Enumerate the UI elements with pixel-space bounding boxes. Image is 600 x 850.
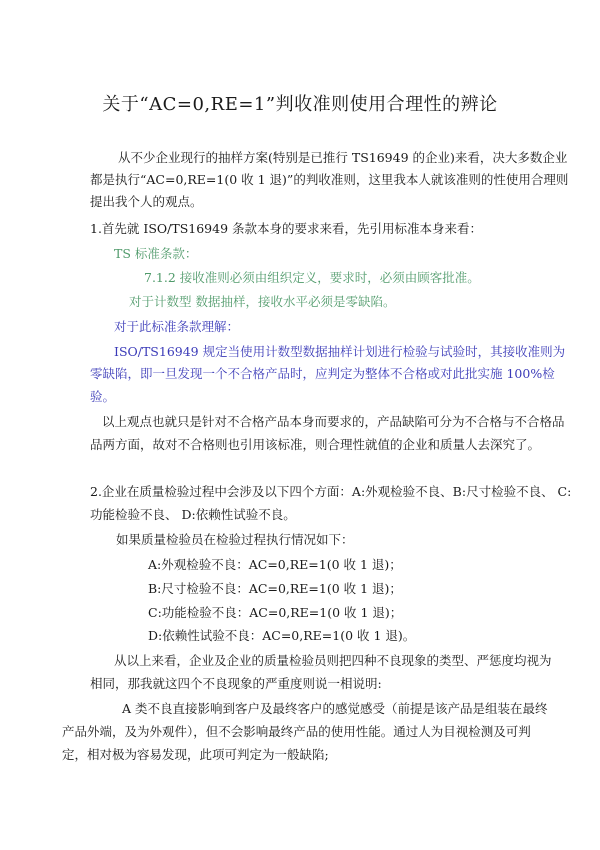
paragraph-line: A 类不良直接影响到客户及最终客户的感觉感受（前提是该产品是组装在最终 (122, 701, 548, 716)
list-item: C:功能检验不良：AC=0,RE=1(0 收 1 退)； (148, 605, 403, 620)
standard-clause-line: 对于计数型 数据抽样，接收水平必须是零缺陷。 (129, 294, 396, 309)
paragraph-line: 2.企业在质量检验过程中会涉及以下四个方面：A:外观检验不良、B:尺寸检验不良、 C: (90, 484, 572, 499)
paragraph-line: 都是执行“AC=0,RE=1(0 收 1 退)”的判收准则，这里我本人就该准则的性使用合理则 (90, 172, 569, 187)
paragraph-line: 品两方面，故对不合格则也引用该标准，则合理性就值的企业和质量人去深究了。 (90, 437, 541, 452)
clause-interpretation-line: ISO/TS16949 规定当使用计数型数据抽样计划进行检验与试验时，其接收准则为 (114, 344, 566, 359)
standard-clause-line: 7.1.2 接收准则必须由组织定义，要求时，必须由顾客批准。 (144, 270, 480, 285)
clause-interpretation-heading: 对于此标准条款理解： (114, 319, 240, 334)
list-item: B:尺寸检验不良：AC=0,RE=1(0 收 1 退)； (148, 581, 402, 596)
paragraph-line: 功能检验不良、 D:依赖性试验不良。 (90, 507, 296, 522)
paragraph-line: 以上观点也就只是针对不合格产品本身而要求的，产品缺陷可分为不合格与不合格品 (102, 414, 565, 429)
paragraph-line: 如果质量检验员在检验过程执行情况如下： (116, 532, 354, 547)
paragraph-line: 从不少企业现行的抽样方案(特别是已推行 TS16949 的企业)来看，决大多数企业 (118, 150, 568, 165)
list-item: D:依赖性试验不良：AC=0,RE=1(0 收 1 退)。 (148, 628, 416, 643)
paragraph-line: 产品外端，及为外观件），但不会影响最终产品的使用性能。通过人为目视检测及可判 (62, 724, 531, 739)
document-title: 关于“AC=0,RE=1”判收准则使用合理性的辨论 (102, 94, 498, 115)
paragraph-line: 从以上来看，企业及企业的质量检验员则把四种不良现象的类型、严惩度均视为 (114, 653, 552, 668)
clause-interpretation-line: 验。 (90, 389, 116, 404)
paragraph-line: 定，相对极为容易发现，此项可判定为一般缺陷; (62, 747, 329, 762)
clause-interpretation-line: 零缺陷，即一旦发现一个不合格产品时，应判定为整体不合格或对此批实施 100%检 (90, 366, 555, 381)
paragraph-line: 相同，那我就这四个不良现象的严重度则说一相说明: (90, 676, 382, 691)
standard-clause-heading: TS 标准条款： (114, 246, 198, 261)
paragraph-line: 1.首先就 ISO/TS16949 条款本身的要求来看，先引用标准本身来看： (90, 221, 482, 236)
list-item: A:外观检验不良：AC=0,RE=1(0 收 1 退)； (148, 557, 402, 572)
paragraph-line: 提出我个人的观点。 (90, 194, 203, 209)
